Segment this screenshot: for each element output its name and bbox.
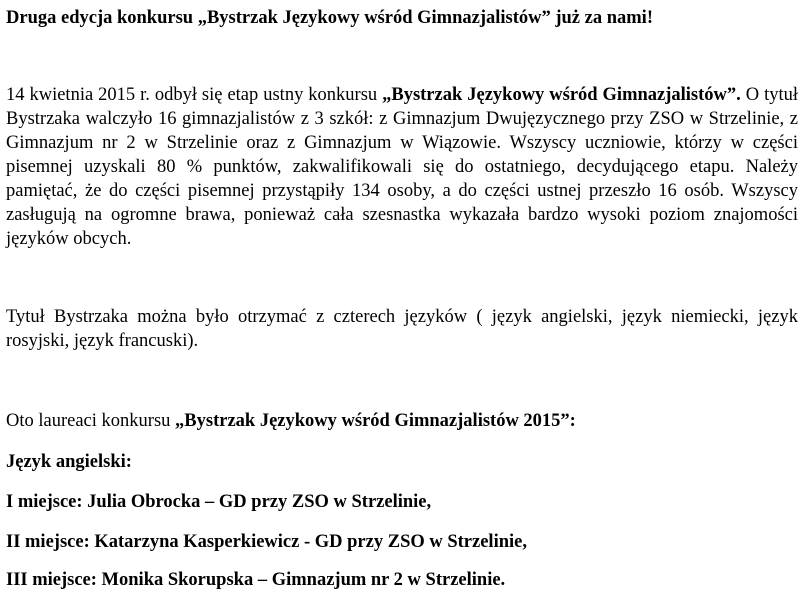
paragraph-laureates-intro [6, 409, 798, 433]
paragraph-body-text: O tytuł Bystrzaka walczyło 16 gimnazjalistów z 3 szkół: z Gimnazjum Dwujęzycznego przy ZSO w Strzelinie, z Gimnazjum nr 2 w Strzelinie oraz z Gimnazjum w Wiązowie. Wszyscy uczniowie, którzy w części pisemnej uzyskali 80 % punktów, zakwalifikowali się do ostatniego, decydującego etapu. Należy pamiętać, że do części pisemnej przystąpiły 134 osoby, a do części ustnej przeszło 16 osób. Wszyscy zasługują na ogromne brawa, ponieważ cała szesnastka wykazała bardzo wysoki poziom znajomości języków obcych. [6, 85, 798, 249]
winner-first-place: I miejsce: Julia Obrocka – GD przy ZSO w Strzelinie, [6, 492, 432, 512]
article-heading: Druga edycja konkursu „Bystrzak Językowy wśród Gimnazjalistów” już za nami! [6, 8, 653, 28]
contest-name-2015-bold: „Bystrzak Językowy wśród Gimnazjalistów 2015”: [175, 411, 576, 431]
paragraph-lead-text: 14 kwietnia 2015 r. odbył się etap ustny konkursu [6, 85, 383, 105]
paragraph-languages: Tytuł Bystrzaka można było otrzymać z czterech języków ( język angielski, język niemiecki, język rosyjski, język francuski). [6, 307, 798, 351]
winner-second-place: II miejsce: Katarzyna Kasperkiewicz - GD przy ZSO w Strzelinie, [6, 532, 527, 552]
contest-name-bold: „Bystrzak Językowy wśród Gimnazjalistów”. [382, 85, 741, 105]
winner-third-place: III miejsce: Monika Skorupska – Gimnazjum nr 2 w Strzelinie. [6, 570, 506, 590]
paragraph-contest-report [6, 83, 798, 251]
laureates-lead-text: Oto laureaci konkursu [6, 411, 176, 431]
language-heading-english: Język angielski: [6, 452, 132, 472]
